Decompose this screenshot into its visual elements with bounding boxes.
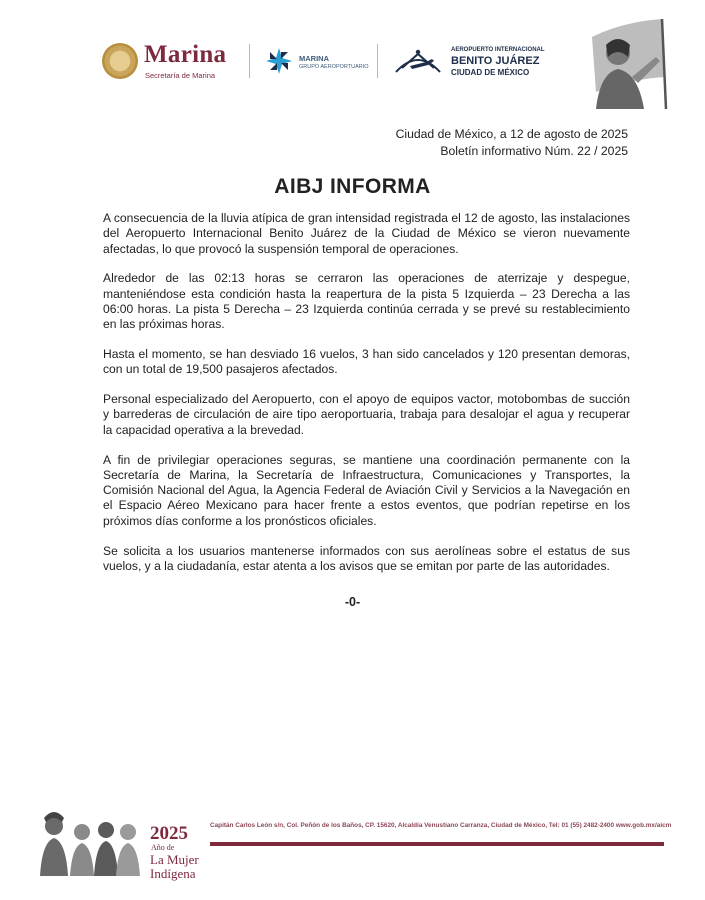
aicm-plane-icon [392,46,444,76]
indigenous-women-icon [36,806,144,876]
year-number: 2025 [150,823,188,844]
paragraph: Hasta el momento, se han desviado 16 vuelos, 3 han sido cancelados y 120 presentan demoras, con un total de 19,500 pasajeros afectados. [103,347,630,377]
year-2025-logo [150,823,210,879]
aicm-line3: CIUDAD DE MÉXICO [451,68,530,77]
place-date: Ciudad de México, a 12 de agosto de 2025 [395,127,628,141]
paragraph: Alrededor de las 02:13 horas se cerraron las operaciones de aterrizaje y despegue, manteniéndose esta condición hasta la reapertura de la pista 5 Izquierda – 23 Derecha a las 06:00 horas. La pista 5 Derecha – 23 Izquierda continúa cerrada y se prevé su restablecimiento en las próximas horas. [103,271,630,332]
grupo-line1: MARINA [299,54,329,63]
document-meta [396,126,628,160]
marina-seal-icon [102,43,138,79]
footer-address: Capitán Carlos León s/n, Col. Peñón de los Baños, CP. 15620, Alcaldía Venustiano Carranza, Ciudad de México, Tel: 01 (55) 2482-2400 www.gob.mx/aicm [210,822,672,829]
marina-subtitle: Secretaría de Marina [145,71,216,80]
document-title: AIBJ INFORMA [274,175,431,198]
header-divider [377,44,378,78]
year-line2: Indígena [150,866,196,881]
closing-mark: -0- [344,595,361,609]
aicm-logo [392,44,562,80]
marina-logo [102,41,242,83]
footer-rule [210,842,664,846]
bulletin-number: Boletín informativo Núm. 22 / 2025 [440,144,628,158]
aicm-line2: BENITO JUÁREZ [451,55,540,67]
document-body [103,211,630,589]
grupo-line2: GRUPO AEROPORTUARIO [299,64,369,70]
letterhead [0,0,705,110]
marina-wordmark: Marina [144,41,227,68]
header-divider [249,44,250,78]
paragraph: Personal especializado del Aeropuerto, con el apoyo de equipos vactor, motobombas de succión y barrederas de circulación de aire tipo aeroportuaria, trabaja para desalojar el agua y recuperar la capacidad operativa a la brevedad. [103,392,630,437]
portrait-flag-icon [582,17,668,109]
paragraph: Se solicita a los usuarios mantenerse informados con sus aerolíneas sobre el estatus de sus vuelos, y a la ciudadanía, estar atenta a los avisos que se emitan por parte de las autoridades. [103,543,630,573]
paragraph: A consecuencia de la lluvia atípica de gran intensidad registrada el 12 de agosto, las instalaciones del Aeropuerto Internacional Benito Juárez de la Ciudad de México se vieron nuevamente afectadas, lo que provocó la suspensión temporal de operaciones. [103,211,630,256]
paragraph: A fin de privilegiar operaciones seguras, se mantiene una coordinación permanente con la Secretaría de Marina, la Secretaría de Infraestructura, Comunicaciones y Transportes, la Comisión Nacional del Agua, la Agencia Federal de Aviación Civil y Servicios a la Navegación en el Espacio Aéreo Mexicano para hacer frente a estos eventos, que podrían repetirse en los próximos días conforme a los pronósticos oficiales. [103,452,630,528]
grupo-aeroportuario-star-icon [264,46,294,76]
year-line1: La Mujer [150,852,199,867]
grupo-aeroportuario-logo [264,46,374,78]
year-subtitle: Año de [151,843,175,852]
aicm-line1: AEROPUERTO INTERNACIONAL [451,47,545,53]
